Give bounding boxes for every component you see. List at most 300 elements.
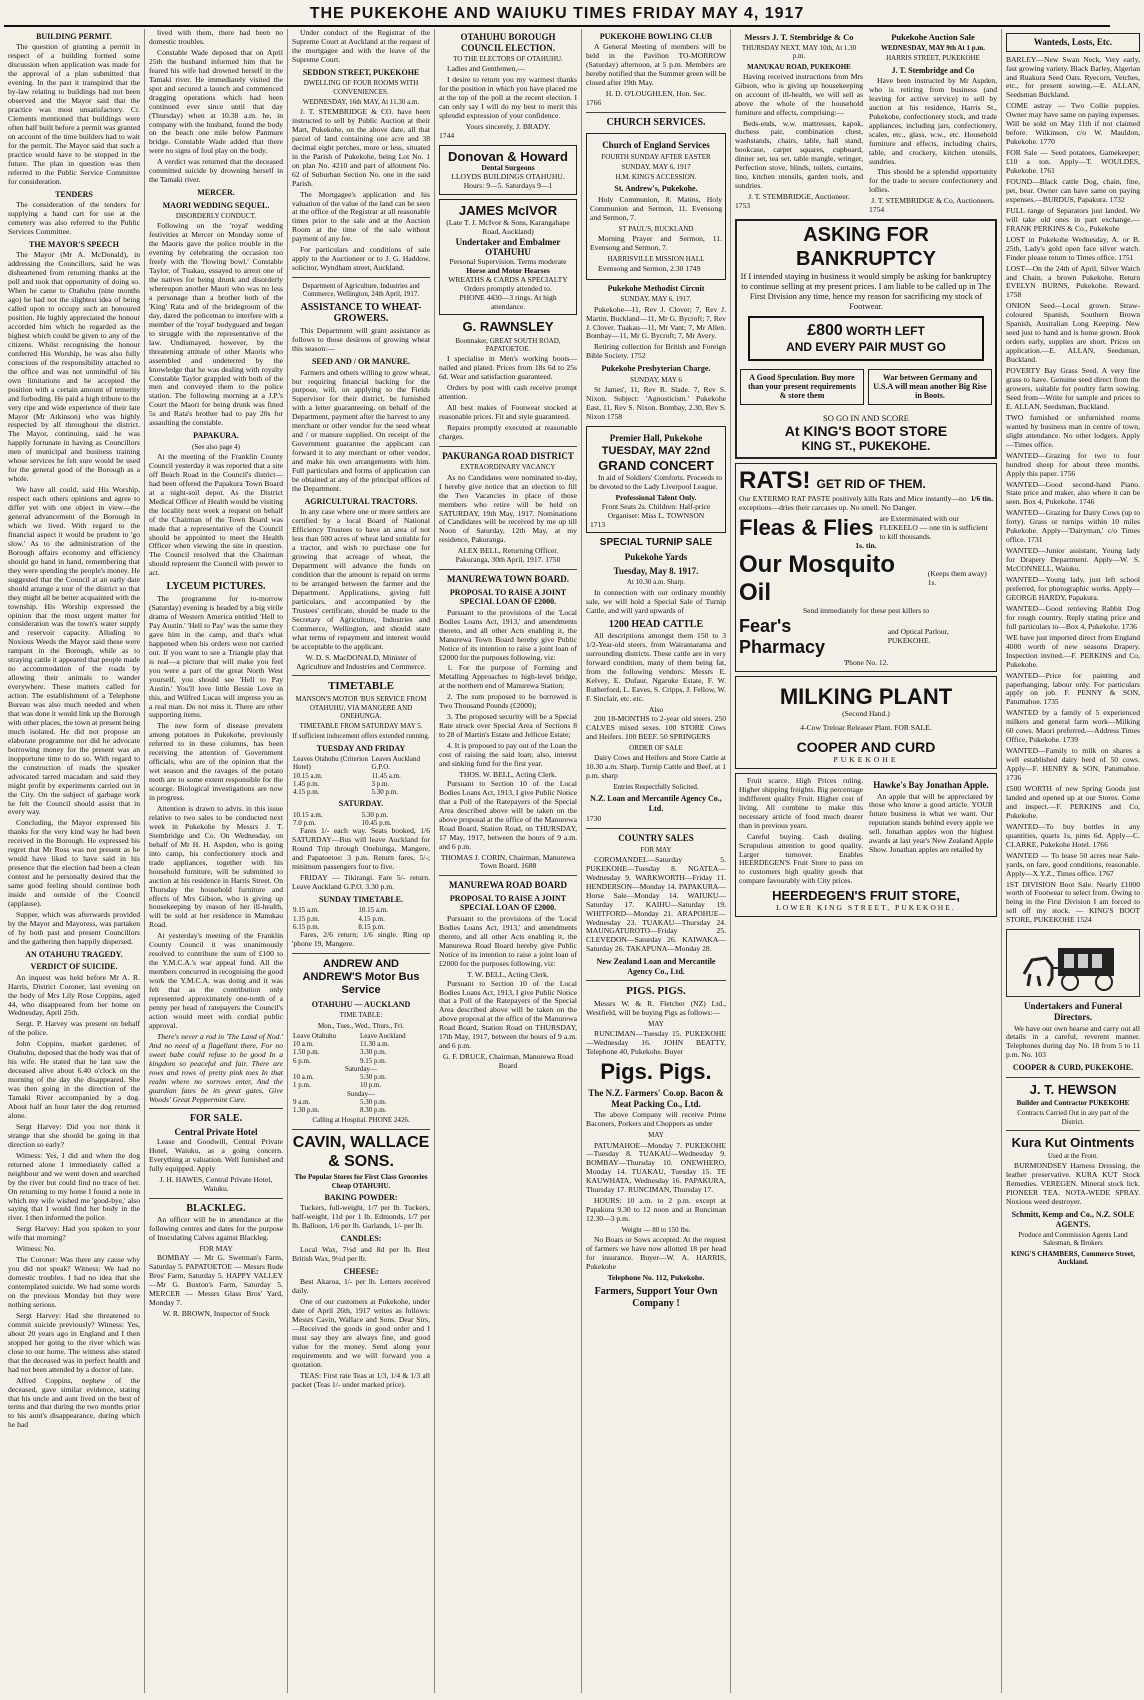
hewson-text: Contracts Carried Out in any part of the District. bbox=[1017, 1109, 1129, 1126]
paragraph: Orders by post with cash receive prompt attention. bbox=[439, 383, 577, 402]
farmers-coop-heading: The N.Z. Farmers' Co.op. Bacon & Meat Packing Co., Ltd. bbox=[588, 1088, 724, 1109]
seddon-heading: SEDDON STREET, PUKEKOHE bbox=[302, 67, 420, 77]
war-box: War between Germany and U.S.A will mean another Big Rise in Boots. bbox=[868, 369, 992, 405]
bankruptcy-text: If I intended staying in business it would simply be asking for bankruptcy to continue selling at my present prices. I am liable to be called up in The First Division any time, hence my reason for sacrificing my stock of Footwear. bbox=[740, 271, 992, 312]
paragraph: Constable Wade deposed that on April 25th the husband informed him that he feared his wife had drowned herself in the Tamaki river. He immediately visited the spot and secured a launch and commenced dragging operations which had been continued ever since until that day (Thursday) when at 10.38 a.m. he, in company with the husband, found the body on the beach one mile below Panmure bridge. Constable Wade added that there were no signs of foul play on the body. bbox=[149, 47, 283, 156]
paragraph: Tuckers, full-weight, 1/7 per lb. Tuckers, half-weight, 11d per 1 lb. Edmonds, 1/7 per lb. Balloon, 1/6 per lb. Garlands, 1/- per lb. bbox=[292, 1203, 430, 1231]
column-7 bbox=[1002, 29, 1144, 1693]
table-row bbox=[292, 811, 430, 819]
ad-number: 1753 bbox=[735, 201, 751, 211]
paragraph: Witness: Yes, I did and when the dog returned alone I immediately called a neighbour and we went down and searched by the river but could find no trace of her. On returning to my home I found a note in which my wife wished me 'good-bye,' also saying that I would find her body in the river. I then informed the police. bbox=[8, 1150, 140, 1223]
paragraph: We have all could, said His Worship, respect each others opinions and agree to differ yet with one object in view—the general advancement of the Borough in which we lived. With regard to the financial aspect it would be prudent to 'go slow.' As to the administration of the Borough affairs economy and efficiency should go hand in hand, remembering that they were spending the people's money. He suggested that the Council at an early date should arrange a tour of the district so that they might all be better acquainted with the township. His Worship expressed the opinion that the most urgent matter for consideration was the town's water supply and reservoir capacity. Alluding to Noxious Weeds the Mayor said these were rampant in the Borough, while as to straying cattle it appeared that people made no accommodation of the roads by allowing their animals to wander everywhere. These matters called for action. The establishment of a Telephone Bureau was also much needed and when that was done it would link up the Borough with other places, the town at present being much isolated. He did not propose an elaborate programme nor did he advocate borrowing money for the present was an inopportune time to do so. With regard to the construction of roads the speaker advocated tarred macadam and said they might profit by experiments carried out in the City. On the subject of garbage work he felt the Council should assist that in every way. bbox=[8, 485, 141, 817]
send-line: Send immediately for these pest killers to bbox=[802, 606, 930, 616]
stembridge-ad-2 bbox=[869, 29, 997, 215]
paragraph: An officer will be in attendance at the following centres and dates for the purpose of Inoculating Calves against Blackleg. bbox=[149, 1215, 283, 1243]
wanted-ad: WANTED—To buy bottles in any quantities, quarts 1s, pints 6d. Apply—C. CLARKE, Pukekohe Hotel. 1766 bbox=[1006, 821, 1140, 849]
dwelling-heading: DWELLING OF FOUR ROOMS WITH CONVENIENCES. bbox=[303, 79, 419, 96]
mcivor-sub: (Late T. J. McIvor & Sons, Karangahape Road, Auckland) bbox=[446, 217, 570, 236]
andrew-heading: ANDREW AND ANDREW'S Motor Bus Service bbox=[302, 958, 420, 997]
table-row bbox=[292, 788, 430, 796]
manurewa-sign2: THOMAS J. CORIN, Chairman, Manurewa Town Board. 1688 bbox=[440, 852, 576, 871]
schmitt-title: Schmitt, Kemp and Co., N.Z. SOLE AGENTS. bbox=[1011, 1210, 1135, 1229]
timetable-table bbox=[292, 811, 430, 828]
column-3 bbox=[288, 29, 435, 1693]
heerdegen-left bbox=[739, 777, 863, 888]
tt-cell: 10.15 a.m. bbox=[358, 906, 388, 915]
paragraph: Messrs W. & R. Fletcher (NZ) Ltd., Westfield, will be buying Pigs as follows:— bbox=[586, 999, 726, 1018]
rats-row bbox=[739, 467, 993, 495]
paragraph: For particulars and conditions of sale apply to the Auctioneer or to J. G. Haddow, solicitor, Wyndham street, Auckland. bbox=[292, 245, 430, 273]
stembridge-date: THURSDAY NEXT, MAY 10th, At 1.30 p.m. bbox=[741, 44, 857, 61]
tt-cell: 9.15 a.m. bbox=[293, 906, 320, 915]
mcivor-undertaker: Undertaker and Embalmer OTAHUHU bbox=[455, 236, 561, 258]
divider bbox=[586, 980, 726, 981]
divider bbox=[292, 675, 430, 676]
paragraph: I desire to return you my warmest thanks for the position in which you have placed me at the top of the poll at the recent election. I can only say I will do my best to merit this splendid expression of your confidence. bbox=[439, 75, 577, 121]
side-boxes bbox=[740, 365, 992, 409]
speculation-box: A Good Speculation. Buy more than your present requirements & store them bbox=[740, 369, 864, 405]
presbyterian-heading: Pukekohe Presbyterian Charge. bbox=[601, 364, 711, 374]
lyceum-heading: LYCEUM PICTURES. bbox=[166, 581, 266, 593]
paragraph: RUNCIMAN—Tuesday 15. PUKEKOHE—Wednesday 16. JOHN BEATTY, Telephone 40, Pukekohe. Buyer bbox=[586, 1029, 726, 1057]
mrb-sign: T. W. BELL, Acting Clerk. bbox=[467, 969, 549, 979]
papakura-subheading: (See also page 4) bbox=[191, 442, 240, 451]
tt-cell: 9 a.m. bbox=[293, 1097, 311, 1106]
paragraph: 1. For the purpose of Forming and Metalling Approaches to high-level bridge, at the northern end of Manurewa Station; bbox=[439, 663, 577, 691]
pakuranga-date: Pakuranga, 30th April, 1917. 1750 bbox=[455, 555, 561, 565]
columns bbox=[4, 28, 1140, 1693]
tt-cell: 11.30 a.m. bbox=[359, 1040, 390, 1049]
andrew-route: OTAHUHU — AUCKLAND bbox=[311, 1000, 411, 1009]
loan-heading: PROPOSAL TO RAISE A JOINT SPECIAL LOAN OF £2000. bbox=[449, 587, 567, 607]
divider bbox=[586, 828, 726, 829]
divider bbox=[1006, 1077, 1140, 1078]
paragraph: At the meeting of the Franklin County Council yesterday it was reported that a site off Beach Road in the Council's district—had been offered the Papakura Town Board at a night-soil depot. As the District Medical Officer of Health would be visiting the locality next week a request on behalf of the Chairman of the Town Board was made that a representative of the Council should be appointed to meet the Health Officer when viewing the site in question. The Council resolved that the Chairman should represent the Council with power to act. bbox=[149, 451, 283, 578]
column-4 bbox=[435, 29, 582, 1693]
fear-phone: 'Phone No. 12. bbox=[843, 657, 889, 667]
paragraph: Witness: No. bbox=[16, 1244, 56, 1254]
mcivor-title: JAMES McIVOR bbox=[458, 203, 558, 219]
cooper-curd: COOPER AND CURD bbox=[796, 739, 936, 756]
divider bbox=[292, 953, 430, 954]
fleas-text: are Exterminated with our FLEKEELO — one tin is sufficient to kill thousands. bbox=[879, 513, 988, 541]
andrew-tt-title: TIME TABLE: bbox=[339, 1011, 383, 1020]
dental-addr: LLOYDS BUILDINGS OTAHUHU. bbox=[451, 172, 565, 182]
table-row bbox=[292, 1057, 430, 1065]
column-2 bbox=[145, 29, 288, 1693]
blackleg-heading: BLACKLEG. bbox=[186, 1202, 246, 1214]
paragraph: 2. The sum proposed to be borrowed is Two Thousand Pounds (£2000); bbox=[439, 692, 577, 711]
seed-heading: SEED AND / OR MANURE. bbox=[311, 357, 410, 367]
paragraph: Best Akaroa, 1/- per lb. Letters received daily. bbox=[292, 1277, 430, 1295]
tt-cell: 5.30 p.m. bbox=[359, 1097, 387, 1106]
wanted-ad: ONION Seed—Local grown. Straw-coloured Spanish, Southern Brown Spanish, Australian Long Keeping. New seed just to hand and is home grown. Book orders early, supplies are short. Prices on application.—E. ALLAN, Seedsman, Buckland. bbox=[1006, 301, 1140, 365]
yards-heading: Pukekohe Yards bbox=[624, 552, 688, 563]
worth-box bbox=[748, 316, 984, 361]
methodist-date: SUNDAY, MAY 6, 1917. bbox=[620, 295, 692, 304]
stembridge-heading-2: J. T. Stembridge and Co bbox=[891, 65, 975, 75]
paragraph: A General Meeting of members will be held in the Pavilion TO-MORROW (Saturday) afternoon, at 5 p.m. Members are hereby notified that the Summer green will be closed after 19th May. bbox=[586, 42, 726, 88]
tt-cell: 1.50 p.m. bbox=[293, 1048, 320, 1057]
stembridge-sign: J. T. STEMBRIDGE, Auctioneer. bbox=[748, 192, 850, 202]
paragraph: Sergt Harvey: Had she threatened to commit suicide previously? Witness: Yes, about 20 years ago in England and I then stopped her going to the river which was close to our home. The witness also stated that the deceased was in perfect health and had not been attended by a doctor of late. bbox=[8, 1310, 140, 1374]
mcivor-orders: Orders promptly attended to. bbox=[464, 283, 552, 293]
paragraph: PATUMAHOE—Monday 7. PUKEKOHE—Tuesday 8. TUAKAU—Wednesday 9. BOMBAY—Thursday 10. ONEWHERO, Monday 14. TUAKAU, Tuesday 15. TE KAUWHATA, Wednesday 16. PAPAKURA, Thursday 17. RUNCIMAN, Thursday 17. bbox=[586, 1140, 726, 1195]
tt-cell: 6.15 p.m. bbox=[293, 922, 320, 931]
divider bbox=[439, 446, 577, 447]
pakuranga-heading: PAKURANGA ROAD DISTRICT bbox=[442, 450, 574, 461]
loan-heading: PROPOSAL TO RAISE A JOINT SPECIAL LOAN OF £2000. bbox=[449, 894, 567, 913]
tt-cell: 5.30 p.m. bbox=[371, 788, 398, 797]
wanted-ad: WANTED — To lease 50 acres near Sale-yards, on fare, good conditions, reasonable. Apply—X.Y.Z., Times office. 1767 bbox=[1006, 850, 1140, 878]
undertakers-heading: Undertakers and Funeral Directors. bbox=[1023, 1001, 1122, 1022]
paragraph: The Coroner: Was there any cause why you did not speak? Witness: We had no domestic troubles. I had no idea that she contemplated suicide. We had some words on the previous Monday but they were nothing serious. bbox=[8, 1255, 140, 1309]
concert-talent: Professional Talent Only. bbox=[615, 492, 697, 502]
table-row bbox=[292, 1040, 430, 1048]
nz-loan-heading-2: New Zealand Loan and Mercantile Agency Co., Ltd. bbox=[596, 957, 716, 976]
verdict-heading: VERDICT OF SUICIDE. bbox=[30, 962, 118, 972]
timetable-days: TUESDAY AND FRIDAY bbox=[316, 743, 406, 753]
election-heading: OTAHUHU BOROUGH COUNCIL ELECTION. bbox=[460, 32, 556, 53]
stembridge-heading: Messrs J. T. Stembridge & Co bbox=[744, 32, 854, 42]
paragraph: A verdict was returned that the deceased committed suicide by drowning herself in the Tamaki river. bbox=[149, 157, 283, 185]
bowling-sign: H. D. O'LOUGHLEN, Hon. Sec. bbox=[605, 89, 707, 99]
tt-col-head: Leave Auckland bbox=[359, 1031, 406, 1040]
wanted-ads-list bbox=[1006, 56, 1140, 926]
timetable-saturday: SATURDAY. bbox=[338, 799, 384, 809]
tt-cell: 1 p.m. bbox=[293, 1081, 311, 1090]
paragraph: The new form of disease prevalent among potatoes in Pukekohe, previously referred to in these columns, has been receiving the attention of Government officials, who are of the opinion that the wet season and the ravages of the potato moth are to some extent responsible for the scourge. Biological investigations are now in progress. bbox=[149, 721, 283, 803]
table-row bbox=[292, 1073, 430, 1081]
paragraph: Dairy Cows and Heifers and Store Cattle at 10.30 a.m. Sharp. Turnip Cattle and Beef, at 1 p.m. sharp bbox=[586, 753, 726, 780]
tt-cell: 10 p.m. bbox=[359, 1081, 382, 1090]
turnip-time: At 10.30 a.m. Sharp. bbox=[626, 578, 686, 587]
timetable-note: If sufficient inducement offers extended running. bbox=[292, 732, 430, 741]
paragraph: An inquest was held before Mr A. R. Harris, District Coroner, last evening on the body of Mrs Lily Rose Coppins, aged 44, who disappeared from her home on Wednesday, April 25th. bbox=[8, 972, 140, 1018]
newspaper-page bbox=[4, 3, 1140, 1693]
paragraph: lived with them, there had been no domestic troubles. bbox=[149, 28, 283, 46]
concert-title: GRAND CONCERT bbox=[598, 458, 714, 474]
blackleg-may: FOR MAY bbox=[199, 1244, 233, 1254]
dept-line: Department of Agriculture, Industries and Commerce, Wellington, 24th April, 1917. bbox=[302, 282, 420, 299]
coe-heading: Church of England Services bbox=[602, 139, 710, 150]
paragraph: We have our own hearse and carry out all details in a careful, reverent manner. Telephones during day No. 18 from 5 to 11 p.m. No. 103 bbox=[1006, 1023, 1140, 1060]
paragraph: Under conduct of the Registrar of the Supreme Court at Auckland at the request of the mortgagee and with the leave of the Supreme Court. bbox=[292, 28, 430, 64]
concert-organiser: Organiser: Miss L. TOWNSON bbox=[607, 510, 705, 520]
tt-cell: 10.15 a.m. bbox=[293, 771, 323, 780]
fear-pharmacy-ad bbox=[735, 463, 997, 672]
fleas-price: 1s. tin. bbox=[855, 540, 877, 550]
paragraph: Alfred Coppins, nephew of the deceased, gave similar evidence, stating that his uncle and aunt lived on the best of terms and that during the two months prior to his aunt's disappearance, during which he had bbox=[8, 1375, 140, 1430]
paragraph: One of our customers at Pukekohe, under date of April 26th, 1917 writes as follows: Messrs Cavin, Wallace and Sons. Dear Sirs,—Received the goods in good order and I must say they are always fine, and good value for the money. Send along your requirements and we will forward you a quotation. bbox=[292, 1296, 430, 1369]
ad-number: 1766 bbox=[586, 98, 602, 108]
tt-col-head: Leave Otahuhu bbox=[293, 1031, 336, 1040]
table-row bbox=[292, 780, 430, 788]
divider bbox=[149, 1108, 283, 1109]
paragraph: I specialise in Men's working boots—nailed and plated. Prices from 18s 6d to 25s 6d. Wear and satisfaction guaranteed. bbox=[439, 354, 577, 382]
paragraph: BOMBAY — Mr G. Swetman's Farm, Saturday 5. PAPATOETOE — Messrs Rude Bros' Farm, Saturday 5. HAPPY VALLEY—Mr G. Buxton's Farm, Saturday 5. MERCER — Messrs Glass Bros' Yard, Monday 7. bbox=[149, 1253, 283, 1307]
tt-cell: 5.30 p.m. bbox=[359, 1073, 387, 1082]
paragraph: 4. It is proposed to pay out of the Loan the cost of raising the said loan; also, interest and sinking fund for the first year. bbox=[439, 741, 577, 768]
tt-cell: 10.15 a.m. bbox=[293, 810, 323, 819]
kings-boot-store: At KING'S BOOT STORE bbox=[784, 422, 948, 439]
paragraph: Repairs promptly executed at reasonable charges. bbox=[439, 422, 577, 441]
paragraph: Fares 1/- each way. Seats booked, 1/6 SATURDAY—Bus will leave Auckland for Round Trip through Onehunga, Mangere, and Papatoetoe: 3 p.m. Return fares, 5/-; minimum passengers four to five. bbox=[292, 826, 430, 872]
milking-desc: 4-Cow Treloar Releaser Plant. FOR SALE. bbox=[800, 723, 932, 733]
nz-loan-heading: N.Z. Loan and Mercantile Agency Co., Ltd. bbox=[590, 794, 722, 813]
paragraph: Attention is drawn to advts. in this issue relative to two sales to be conducted next week in Pukekohe by Messrs J. T. Stembridge and Co. On Wednesday, on behalf of Mr H. H. Aspden, who is going into camp, his confectionery stock and trade appliances, together with his household furniture, will be submitted to auction at his residence in Harris Street. On Thursday the household furniture and effects of Mrs Gibson, who is giving up housekeeping by reason of her ill-health, will be sold at her residence in Manukau Road. bbox=[149, 804, 283, 930]
paragraph: Following on the 'royal' wedding festivities at Mercer on Monday some of the Maoris gave the police trouble in the evening by celebrating the occasion too freely with the 'flowing bowl.' Constable Taylor, of Tuakau, essayed to arrest one of the natives for being drunk and disorderly whereupon another Maori who was no less a personage than a brother both of the 'King' Rata and of the bridegroom of the day, dared the policeman to interfere with a member of the 'royal' bodyguard and began to struggle with the representative of the law. Undismayed, however, by the threatening attitude of other Maoris who assembled and undeterred by the knowledge that he was dealing with royalty Constable Taylor grappled with both of the men and conveyed them to the police station. The following morning at a J.P.'s Court the Maori for being drunk was fined 5s and Rata's brother had to pay 20s for assaulting the constable. bbox=[149, 221, 283, 428]
cavin-sub: The Popular Stores for First Class Groceries Cheap OTAHUHU. bbox=[294, 1173, 428, 1190]
paragraph: As no Candidates were nominated to-day, I hereby give notice that an election to fill the Two Vacancies in place of those members who retire will be held on SATURDAY, 19th May, 1917. Nominations of Candidates will be received by me up till Noon of Saturday, 12th May, at my residence, Pakuranga. bbox=[439, 472, 577, 545]
church-box bbox=[586, 133, 726, 280]
paragraph: TEAS: First rate Teas at 1/3, 1/4 & 1/3 all packet (Teas 1/- under marked price). bbox=[292, 1370, 430, 1389]
milking-ad bbox=[735, 676, 997, 769]
tenders-heading: TENDERS bbox=[55, 189, 93, 199]
cavin-baking: BAKING POWDER: bbox=[324, 1192, 398, 1202]
wanted-ad: WANTED—Young lady, just left school preferred, for photographic works. Apply—GEORGE HARDY, Papakura. bbox=[1006, 575, 1140, 602]
andrew-phone: Calling at Hospital. PHONE 2426. bbox=[312, 1116, 410, 1125]
worth-amount: £800 bbox=[807, 321, 843, 339]
tt-cell: 3.30 p.m. bbox=[359, 1048, 387, 1057]
presbyterian-date: SUNDAY, MAY 6 bbox=[630, 375, 682, 384]
paragraph: St James', 11, Rev R. Slade. 7, Rev S. Nixon. Subject: 'Agnosticism.' Pukekohe East, 11, Rev S. Nixon. Bombay, 2.30, Rev S. Nixon 1758 bbox=[586, 385, 726, 421]
paragraph: Sergt Harvey: Did you not think it strange that she should be going in that direction so early? bbox=[8, 1121, 140, 1149]
table-row bbox=[292, 906, 430, 914]
paragraph: Beds-ends, w.w. mattresses, kapok, duchess pair, combination chest, washstands, chairs, table, hall stand, bookcase, carpet squares, cupboard, dinner set, tea set, table mangle, wringer, Perfection stove, blinds, toilets, curtains, lino, kitchen utensils, garden tools, and sundries. bbox=[735, 118, 863, 191]
wanted-ad: £500 WORTH of new Spring Goods just landed and opened up at our Stores. Come and inspect.—F. PERKINS and Co, Pukekohe. bbox=[1006, 784, 1140, 820]
paragraph: Concluding, the Mayor expressed his thanks for the very kind way he had been received in the Borough. He expressed his regret that Mr Ross was not present as he would have liked to have said in his presence that the election had been a clean contest and he personally desired that the same good feeling should continue both inside and outside of the Council (applause). bbox=[8, 818, 140, 908]
wanted-ad: WANTED—Price for painting and paperhanging, labour only. For particulars apply on job. F. PENNY & SON, Patumahoe. 1735 bbox=[1006, 670, 1140, 707]
paragraph: This should be a splendid opportunity for the trade to secure confectionery and lollies. bbox=[869, 167, 997, 195]
paragraph: Morning Prayer and Sermon, 11. Evensong and Sermon, 7. bbox=[590, 233, 722, 252]
paragraph: COROMANDEL—Saturday 5. PUKEKOHE—Tuesday 8. NGATEA—Wednesday 9. WARKWORTH—Friday 11. HENDERSON—Monday 14. PAPAKURA—Horse Sale—Monday 14. WAIUKU—Saturday 17. KAIHU—Saturday 19. WHITFORD—Monday 21. ARAPOHUE—Wednesday 23. TUAKAU—Thursday 24. MAUNGATUROTO—Friday 25. CLEVEDON—Saturday 26. KAIWAKA—Saturday 26. TAKAPUNA—Monday 28. bbox=[586, 854, 726, 954]
turnip-heading: SPECIAL TURNIP SALE bbox=[599, 537, 713, 549]
mcivor-hearses: Horse and Motor Hearses bbox=[466, 265, 550, 275]
concert-ad bbox=[586, 426, 726, 534]
paragraph: All best makes of Footwear stocked at reasonable prices. Fit and style guaranteed. bbox=[439, 403, 577, 421]
ad-number: 1754 bbox=[869, 205, 885, 215]
paragraph: Lease and Goodwill, Central Private Hotel, Waiuku, as a going concern. Everything at valuation. Well furnished and fully equipped. Apply bbox=[149, 1136, 283, 1173]
rawnsley-sub: Bootmaker, GREAT SOUTH ROAD, PAPATOETOE. bbox=[455, 336, 561, 354]
paragraph: Having received instructions from Mrs Gibson, who is giving up housekeeping on account of ill-health, we will sell as above the whole of the household furniture and effects, comprising:— bbox=[735, 71, 863, 117]
divider bbox=[586, 112, 726, 113]
paragraph: Pursuant to the provisions of the 'Local Bodies Loans Act, 1913,' and amendments thereto, and all other Acts enabling it, the Manurewa Town Board hereby give Public Notice of its intention to raise a joint loan of £2000 for the purposes following, viz: bbox=[439, 607, 577, 662]
cooper-curd-town: PUKEKOHE bbox=[833, 754, 899, 764]
fear-row bbox=[739, 616, 993, 658]
country-sales-heading: COUNTRY SALES bbox=[618, 833, 694, 843]
paragraph: HOURS: 10 a.m. to 2 p.m. except at Papakura 9.30 to 12 noon and at Runciman 12.30—3 p.m. bbox=[586, 1196, 726, 1224]
wanted-ad: WANTED—Junior assistant, Young lady for Drapery Department. Apply—W. S. McCONNELL, Waiuku. bbox=[1006, 546, 1140, 574]
rats-sub: GET RID OF THEM. bbox=[816, 476, 926, 491]
hearse-illustration bbox=[1006, 929, 1140, 997]
wanted-ad: WANTED—Good retrieving Rabbit Dog for rough country. Reply stating price and full particulars to—Box 4, Pukekohe. 1736 bbox=[1006, 603, 1140, 631]
ad-number: 1713 bbox=[590, 519, 606, 529]
tt-cell: 8.15 p.m. bbox=[358, 922, 385, 931]
wanted-ad: TWO furnished or unfurnished rooms wanted by business man in centre of town, slight attendance. No other lodgers. Apply—Times office. bbox=[1006, 412, 1140, 449]
concert-date: TUESDAY, MAY 22nd bbox=[601, 445, 711, 458]
kings-street: KING ST., PUKEKOHE. bbox=[801, 439, 931, 454]
divider bbox=[149, 1198, 283, 1199]
hotel-title: Central Private Hotel bbox=[174, 1127, 258, 1138]
paragraph: 200 18-MONTHS to 2-year old steers. 250 CALVES mixed sexes. 100 STORE Cows and Heifers. 100 BEEF. 50 SPRINGERS bbox=[586, 713, 726, 741]
turnip-order: ORDER OF SALE bbox=[629, 743, 683, 752]
worth-label: WORTH LEFT bbox=[846, 323, 925, 338]
divider bbox=[1006, 1130, 1140, 1131]
tt-cell: 1.30 p.m. bbox=[293, 1106, 320, 1115]
wanted-ad: WANTED by a family of 5 experienced milkers and general farm work—Milking 60 cows. Maori preferred.—Address Times Office, Pukekohe. 1739 bbox=[1006, 708, 1140, 745]
table-row bbox=[292, 915, 430, 923]
bankruptcy-title: ASKING FOR BANKRUPTCY bbox=[796, 224, 936, 270]
manurewa-town-heading: MANUREWA TOWN BOARD. bbox=[447, 574, 569, 585]
dental-sub: Dental Surgeons bbox=[481, 163, 535, 173]
paragraph: Have been instructed by Mr Aspden, who is retiring from business (and leaving for active service) to sell by auction at his residence, Harris St., Pukekohe, confectionery stock, and trade appliances, including jars, confectionery, scales, etc., glass, w.w., etc. Household furniture and effects, including chairs, table, and crockery, kitchen utensils, sundries. bbox=[869, 75, 997, 166]
wanted-ad: WANTED—Grazing for Dairy Cows (up to forty). Grass or turnips within 10 miles Pukekohe. Apply—'Dairyman,' c/o Times office. 1731 bbox=[1006, 508, 1140, 545]
ad-number: 1744 bbox=[439, 131, 455, 141]
premier-hall: Premier Hall, Pukekohe bbox=[609, 432, 703, 443]
wanteds-heading: Wanteds, Losts, Etc. bbox=[1006, 33, 1140, 52]
divider bbox=[439, 875, 577, 876]
cavin-candles: CANDLES: bbox=[340, 1234, 382, 1244]
tt-col-head: Leaves Otahuhu (Criterion Hotel) bbox=[293, 755, 369, 772]
minister-sign: W. D. S. MacDONALD, Minister of Agriculture and Industries and Commerce. bbox=[296, 652, 426, 671]
turnip-also: Also bbox=[648, 705, 664, 714]
paragraph: Pursuant to the provisions of the 'Local Bodies Loans Act, 1913,' and amendments thereto, and all other Acts enabling it, the Manurewa Road Board hereby give Public Notice of its intention to raise a joint loan of £2000 for the purposes following, viz: bbox=[439, 913, 577, 968]
tt-cell: 7.0 p.m. bbox=[293, 819, 316, 828]
turnip-entries: Entries Respectfully Solicited. bbox=[613, 782, 699, 791]
paragraph: The Mayor (Mr A. McDonald), in addressing the Councillors, said he was disheartened from returning thanks at the poll and took that opportunity of doing so. When he came to Otahuhu (nine months ago) he had not the slightest idea of being called upon to occupy such an honoured position. He highly appreciated the honour accorded him which he regarded as the highest which could be given to any of the citizens. Whilst recognising the honour conferred His Worship, he was also fully conscious of the responsibility attached to the office and was not unmindful of his own limitations and he accepted the position with a certain amount of temerity and forboding. He paid a high tribute to the very ripe and wide experience of their late Mayor (Mr Atkinson) who was highly respected by all throughout the district. The Mayor, continuing, said he was happily fortunate in having as Councillors men of municipal and business training whose services he felt sure would be used for the general good of the Borough as a whole. bbox=[8, 250, 140, 484]
auction-date: WEDNESDAY, MAY 9th At 1 p.m. bbox=[881, 44, 985, 53]
wedding-heading: MAORI WEDDING SEQUEL. bbox=[162, 200, 270, 210]
tt-cell: 6 p.m. bbox=[293, 1056, 311, 1065]
paragraph: Sergt. P. Harvey was present on behalf of the police. bbox=[8, 1019, 140, 1038]
worth-must-go: AND EVERY PAIR MUST GO bbox=[786, 340, 946, 355]
heerdegen-title: HEERDEGEN'S FRUIT STORE, bbox=[772, 888, 960, 904]
undertakers-name: COOPER & CURD, PUKEKOHE. bbox=[1012, 1063, 1134, 1073]
paragraph: The question of granting a permit in respect of a building formed some discussion when application was made for the approval of a plan submitted that evening. In the past it transpired that the by-law relating to buildings had not been observed and the Mayor said that the practice was most unsatisfactory. Cr. Clements mentioned that buildings were often half built before a permit was granted on account of the time builders had to wait for the permit. The Mayor said that such a practice would have to be stopped in the future. The plan in question was then referred to the Public Service Committee for consideration. bbox=[8, 42, 140, 186]
wanted-ad: COME astray — Two Collie puppies. Owner may have same on paying expenses. Will be sold on May 11th if not claimed before. Wilkinson, c/o W. Mauldon, Pukekohe. 1770 bbox=[1006, 101, 1140, 147]
wanted-ad: WANTED—Grazing for two to four hundred sheep for about three months. Apply this paper. 1756 bbox=[1006, 450, 1140, 478]
bankruptcy-ad bbox=[735, 219, 997, 458]
heerdegen-ad bbox=[735, 773, 997, 917]
dental-title: Donovan & Howard bbox=[448, 149, 568, 165]
timetable-heading: TIMETABLE bbox=[328, 680, 394, 693]
timetable-table bbox=[292, 906, 430, 931]
table-row bbox=[292, 1106, 430, 1114]
kura-title: Kura Kut Ointments bbox=[1011, 1134, 1135, 1150]
tt-cell: 10.45 p.m. bbox=[361, 819, 392, 828]
paragraph: John Coppins, market gardener, of Otahuhu, deposed that the body was that of his wife. He stated that he last saw the deceased alive about 6.40 o'clock on the morning of the day she disappeared. She was then going in the direction of the Tamaki River accompanied by a dog. About half an hour later the dog returned alone. bbox=[8, 1039, 140, 1120]
mayors-speech-heading: THE MAYOR'S SPEECH bbox=[29, 239, 119, 249]
dental-ad bbox=[439, 145, 577, 195]
mrb-sign2: G. F. DRUCE, Chairman, Manurewa Road Board bbox=[442, 1052, 574, 1071]
paragraph: Evensong and Sermon, 2.30 1749 bbox=[598, 263, 701, 273]
divider bbox=[439, 569, 577, 570]
go-in-and-score: SO GO IN AND SCORE bbox=[823, 412, 909, 423]
heerdegen-right bbox=[869, 777, 993, 888]
andrew-days: Mon., Tues., Wed., Thurs., Fri. bbox=[317, 1021, 405, 1030]
ad-number: 1730 bbox=[586, 814, 602, 824]
wanted-ad: BARLEY—New Swan Neck, Very early, fast growing variety. Black Barley, Algerian and Ruakura Seed Oats. Ryecorn, Vetches, etc., for present sowing.—E. ALLAN, Seedsman Buckland. bbox=[1006, 54, 1140, 100]
methodist-heading: Pukekohe Methodist Circuit bbox=[607, 283, 705, 293]
wanted-ad: FOUND—Black cattle Dog, chain, fine, pet, bear. Owner can have same on paying expenses.—BURDUS, Papakura. 1732 bbox=[1006, 177, 1140, 204]
fleas-row bbox=[739, 515, 993, 542]
coe-accession: H.M. KING'S ACCESSION. bbox=[615, 173, 697, 182]
fear-name: Fear's Pharmacy bbox=[739, 616, 826, 658]
coe-sunday: FOURTH SUNDAY AFTER EASTER bbox=[601, 152, 711, 161]
paragraph: An apple that will be appreciated by those who know a good article. YOUR future business is what we want. Our reputation stands behind every apple we sell. Jonathan apples won the highest awards at last year's New Zealand Apple Show. Jonathan apples are retailed by bbox=[869, 791, 993, 855]
wanted-ad: FOR Sale — Seed potatoes, Gamekeeper; £10 a ton. Apply—T. WOULDES, Pukekohe. 1761 bbox=[1006, 148, 1140, 176]
table-row bbox=[292, 772, 430, 780]
turnip-cattle: 1200 HEAD CATTLE bbox=[608, 618, 704, 630]
wanted-ad: LOST—On the 24th of April, Silver Watch and Chain, a brown Pukekohe. Return EVELYN BURNS, Pukekohe. Reward. 1758 bbox=[1006, 263, 1140, 300]
st-pauls: ST PAUL'S, BUCKLAND bbox=[618, 224, 694, 233]
tt-cell: 4.15 p.m. bbox=[293, 788, 320, 797]
heerdegen-row bbox=[739, 777, 993, 888]
tt-sun: Sunday— bbox=[347, 1089, 375, 1098]
wanted-ad: WANTED—Good second-hand Piano. State price and maker, also where it can be seen. Box 4, Pukekohe. 1746 bbox=[1006, 479, 1140, 507]
paragraph: No Boars or Sows accepted. At the request of farmers we have now allotted 18 per head for insurance. Buyer—W. A. HARRIS, Pukekohe bbox=[586, 1235, 726, 1272]
mosquito-row bbox=[739, 551, 993, 608]
pakuranga-sign: ALEX BELL, Returning Officer. bbox=[457, 546, 559, 556]
paragraph: Pursuant to Section 10 of the Local Bodies Loans Act, 1913, I give Public Notice that a Poll of the Ratepayers of the Special Area described above will be taken on the above proposal at the office of the Manurewa Road Board, Station Road, on THURSDAY, 17 May, 1917, between the hours of 9 a.m. and 6 p.m. bbox=[439, 778, 577, 851]
paragraph: The programme for to-morrow (Saturday) evening is headed by a big virile drama of Western America entitled 'Hell to Pay Austin.' 'Hell to Pay' was the same they gave him in the camp, and that's what happened when his orders were not carried out. If you want to see a Triangle play that is real—a picture that will make you feel you were a part of the great North West yourself, you should see 'Hell to Pay Austin.' You'll love little Bessie Love in this, and Wilfred Lucas will impress you as a real man. Do not miss it. There are other supporting items. bbox=[149, 594, 283, 720]
pigs-may: MAY bbox=[648, 1020, 664, 1029]
mcivor-wreaths: WREATHS & CARDS A SPECIALTY bbox=[448, 274, 568, 284]
farmers-support: Farmers, Support Your Own Company ! bbox=[594, 1286, 718, 1309]
disorderly-heading: DISORDERLY CONDUCT. bbox=[175, 212, 257, 221]
tt-cell: 5.30 p.m. bbox=[361, 810, 389, 819]
cavin-heading: CAVIN, WALLACE & SONS. bbox=[292, 1133, 430, 1170]
rats-title: RATS! bbox=[739, 466, 811, 494]
paragraph: Holy Communion, 8. Matins, Holy Communion and Sermon, 11. Evensong and Sermon, 7. bbox=[590, 194, 722, 222]
manurewa-road-heading: MANUREWA ROAD BOARD bbox=[448, 880, 567, 891]
hearse-icon bbox=[1018, 934, 1128, 992]
church-heading: CHURCH SERVICES. bbox=[606, 117, 706, 129]
paragraph: This Department will grant assistance as follows to those desirous of growing wheat this season:— bbox=[292, 326, 430, 354]
paragraph: Local Wax, 7½d and 8d per lb. Best British Wax, 9½d per lb. bbox=[292, 1244, 430, 1263]
paragraph: All descriptions amongst them 150 to 3 1/2-Year-old steers, from Wairamarama and surrounding districts. These cattle are in very forward condition, many of them being fat, from the following vendors: Messrs E. Kelvey, E. Dufaur, Ngaruke Estate, F. W. Rutherford, L. Eaves, S. Cripps, J. Fellow, W. F. Sinclair, etc. etc. bbox=[586, 631, 726, 704]
paragraph: Pukekohe—11, Rev J. Clover; 7, Rev J. Martin. Buckland—11, Mr G. Bycroft; 7, Rev J. Clover. Tuakau—11, Mr Vant; 7, Mr Allen. Bombay—11, Mr G. Bycroft; 7, Mr Avery. bbox=[586, 304, 726, 341]
fear-sub: and Optical Parlour, PUKEKOHE. bbox=[887, 627, 949, 646]
electors-heading: TO THE ELECTORS OF OTAHUHU. bbox=[453, 55, 563, 64]
timetable-sub: MANSON'S MOTOR 'BUS SERVICE FROM OTAHUHU, VIA MANGERE AND ONEHUNGA. bbox=[295, 695, 427, 720]
paragraph: The Mortgagee's application and his valuation of the value of the land can be seen at the office of the Registrar at all reasonable times prior to the sale and at the Auction Room at the time of the sale without payment of any fee. bbox=[292, 189, 430, 244]
schmitt-sub: Produce and Commission Agents Land Salesman, & Brokers bbox=[1018, 1231, 1128, 1248]
wanted-ad: WE have just imported direct from England 4000 worth of new seasons Drapery. Inspection invited.—F. PERKINS and Co, Pukekohe. bbox=[1006, 632, 1140, 669]
milking-title: MILKING PLANT bbox=[779, 683, 953, 709]
timetable-from: TIMETABLE FROM SATURDAY MAY 5. bbox=[299, 722, 423, 731]
tt-cell: 1.45 p.m. bbox=[293, 779, 320, 788]
tt-cell: 1.15 p.m. bbox=[293, 914, 320, 923]
rats-text-row bbox=[739, 495, 993, 515]
paragraph: In any case where one or more settlers are certified by a local Board of National Efficiency Trustees to have an area of not less than 500 acres of wheat land suitable for a tractor, and wish to purchase one for growing that acreage of wheat, the Department will advance the funds on condition that the amount is repaid on terms to be arranged between the farmer and the Department. Applications, giving full particulars, and accompanied by the Trustees' certificate, should be made to the Secretary of Agriculture, Industries and Commerce, Wellington, and should state what terms of repayment and interest would be acceptable to the applicant. bbox=[292, 507, 430, 651]
tractors-heading: AGRICULTURAL TRACTORS. bbox=[304, 496, 418, 506]
apple-heading: Hawke's Bay Jonathan Apple. bbox=[873, 779, 989, 790]
wanted-ad: LOST in Pukekohe Wednesday, A. or B. 25th, Lady's gold open face silver watch. Finder please return to Times office. 1751 bbox=[1006, 234, 1140, 262]
wheat-heading: ASSISTANCE TO WHEAT-GROWERS. bbox=[300, 301, 422, 325]
table-row bbox=[292, 1081, 430, 1089]
hotel-sign: J. H. HAWES, Central Private Hotel, Waiuku. bbox=[159, 1174, 273, 1193]
pigs-heading-big: Pigs. Pigs. bbox=[600, 1059, 712, 1085]
wanted-ad: POVERTY Bay Grass Seed. A very fine grass to have. Genuine seed direct from the growers, suitable for poultry farm sowing. Seed from—Write for sample and prices to E. ALLAN, Seedsman, Buckland. bbox=[1006, 366, 1140, 411]
wanted-ad: 1ST DIVISION Boot Sale. Nearly £1000 worth of Footwear to select from. Owing to being in the First Division I am forced to sell off my stock. — KING'S BOOT STORE, PUKEKOHE 1524 bbox=[1006, 879, 1140, 925]
cavin-cheese: CHEESE: bbox=[343, 1266, 379, 1276]
column-1 bbox=[4, 29, 145, 1693]
timetable-sunday: SUNDAY TIMETABLE. bbox=[318, 895, 404, 904]
hewson-sub: Builder and Contractor PUKEKOHE bbox=[1016, 1099, 1130, 1108]
divider bbox=[292, 1129, 430, 1130]
